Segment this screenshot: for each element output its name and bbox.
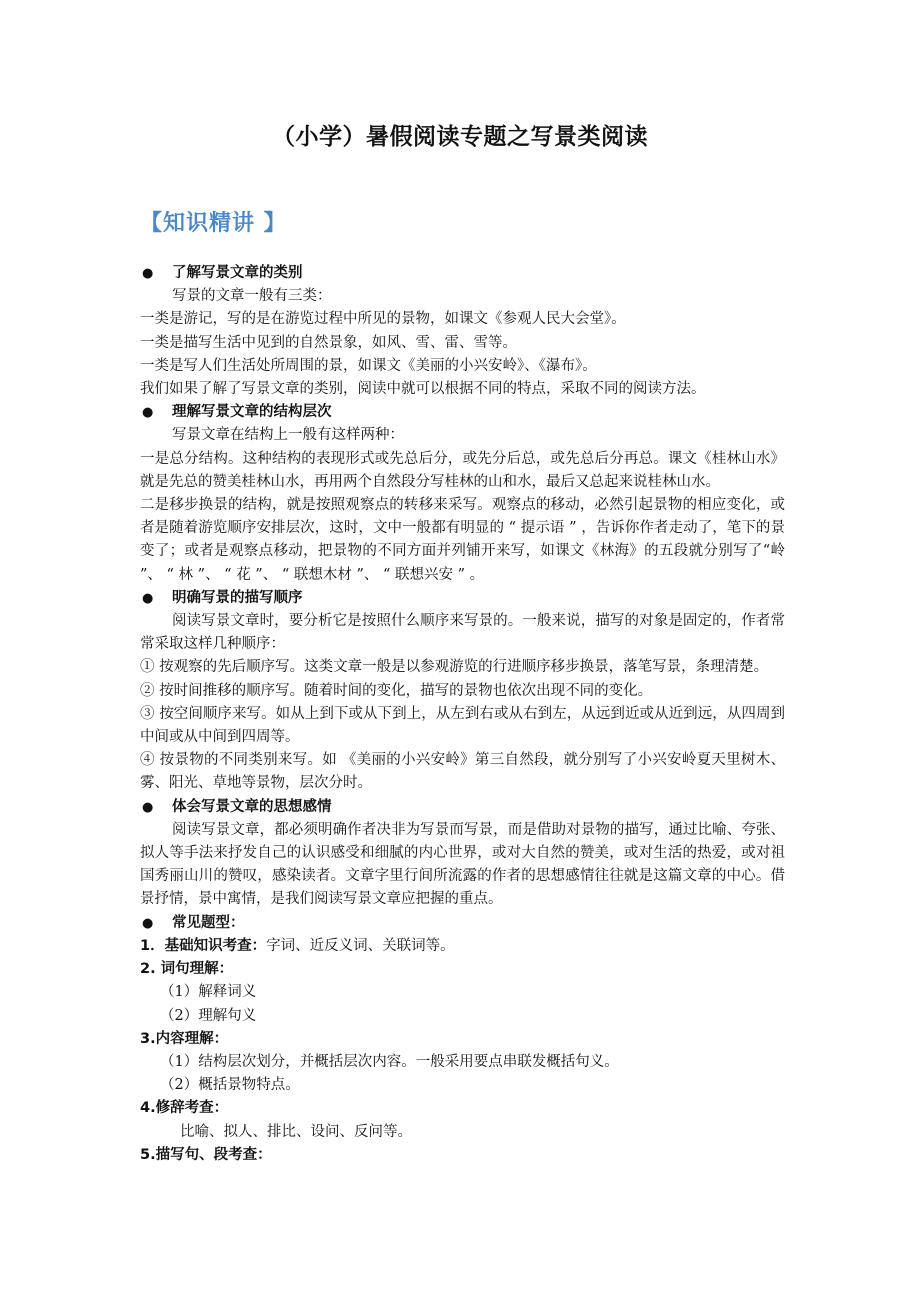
section-1-line: 我们如果了解了写景文章的类别，阅读中就可以根据不同的特点，采取不同的阅读方法。 bbox=[140, 381, 706, 398]
question-type-2-item: （1）解释词义 bbox=[160, 984, 257, 1001]
bullet-icon: ● bbox=[142, 590, 154, 606]
section-3-heading bbox=[140, 587, 785, 610]
section-1-line: 一类是描写生活中见到的自然景象，如风、雪、雷、雪等。 bbox=[140, 334, 517, 351]
section-4-title: 体会写景文章的思想感情 bbox=[172, 798, 332, 815]
question-type-5-label: 5.描写句、段考查： bbox=[140, 1146, 272, 1163]
question-type-2-item: （2）理解句义 bbox=[160, 1007, 257, 1024]
question-type-1 bbox=[140, 935, 785, 958]
order-item: ① 按观察的先后顺序写。这类文章一般是以参观游览的行进顺序移步换景，落笔写景，条理清楚。 bbox=[140, 659, 769, 676]
document-title: （小学）暑假阅读专题之写景类阅读 bbox=[272, 124, 648, 150]
section-2-paragraph: 二是移步换景的结构，就是按照观察点的转移来采写。观察点的移动，必然引起景物的相应变化，或者是随着游览顺序安排层次，这时，文中一般都有明显的 “ 提示语 ” ，告诉你作者走动了，笔下的景变了；或者是观察点移动，把景物的不同方面并列铺开来写，如课文《林海》的五段就分别写了“岭 ”、 “ 林 ”、 “ 花 ”、 “ 联想木材 ”、 “ 联想兴安 ” 。 bbox=[140, 497, 785, 583]
section-5-heading bbox=[140, 912, 785, 935]
section-4-paragraph: 阅读写景文章，都必须明确作者决非为写景而写景，而是借助对景物的描写，通过比喻、夸张、拟人等手法来抒发自己的认识感受和细腻的内心世界，或对大自然的赞美，或对生活的热爱，或对祖国秀丽山川的赞叹，感染读者。文章字里行间所流露的作者的思想感情往往就是这篇文章的中心。借景抒情，景中寓情，是我们阅读写景文章应把握的重点。 bbox=[140, 821, 785, 908]
section-1-intro: 写景的文章一般有三类： bbox=[172, 288, 332, 305]
question-type-1-text: 字词、近反义词、关联词等。 bbox=[266, 937, 455, 954]
question-type-2-label: 2. 词句理解： bbox=[140, 961, 234, 978]
section-3-title: 明确写景的描写顺序 bbox=[172, 589, 303, 606]
bullet-icon: ● bbox=[142, 266, 154, 281]
question-type-3-item: （1）结构层次划分，并概括层次内容。一般采用要点串联发概括句义。 bbox=[160, 1053, 619, 1070]
section-2-intro: 写景文章在结构上一般有这样两种： bbox=[172, 427, 404, 444]
section-1-heading bbox=[140, 262, 785, 285]
bullet-icon: ● bbox=[142, 915, 154, 931]
question-type-4-label: 4.修辞考查： bbox=[140, 1100, 229, 1117]
question-type-3-item: （2）概括景物特点。 bbox=[160, 1077, 300, 1094]
section-1-title: 了解写景文章的类别 bbox=[172, 265, 303, 281]
section-1-line: 一类是写人们生活处所周围的景，如课文《美丽的小兴安岭》、《瀑布》。 bbox=[140, 357, 597, 374]
section-1-line: 一类是游记，写的是在游览过程中所见的景物，如课文《参观人民大会堂》。 bbox=[140, 311, 626, 328]
document-body bbox=[140, 262, 785, 1167]
order-item: ② 按时间推移的顺序写。随着时间的变化，描写的景物也依次出现不同的变化。 bbox=[140, 682, 653, 699]
question-type-1-label: 1．基础知识考查： bbox=[140, 937, 267, 954]
question-type-3-label: 3.内容理解： bbox=[140, 1030, 229, 1047]
section-heading: 【知识精讲 】 bbox=[140, 211, 287, 236]
question-type-4-text: 比喻、拟人、排比、设问、反问等。 bbox=[180, 1123, 412, 1140]
section-4-heading bbox=[140, 796, 785, 819]
bullet-icon: ● bbox=[142, 799, 154, 815]
section-2-heading bbox=[140, 401, 785, 424]
section-2-title: 理解写景文章的结构层次 bbox=[172, 404, 332, 421]
bullet-icon: ● bbox=[142, 405, 154, 421]
section-5-title: 常见题型： bbox=[172, 914, 245, 931]
section-2-paragraph: 一是总分结构。这种结构的表现形式或先总后分，或先分后总，或先总后分再总。课文《桂林山水》就是先总的赞美桂林山水，再用两个自然段分写桂林的山和水，最后又总起来说桂林山水。 bbox=[140, 450, 785, 490]
order-item: ③ 按空间顺序来写。如从上到下或从下到上，从左到右或从右到左，从远到近或从近到远，从四周到中间或从中间到四周等。 bbox=[140, 705, 785, 746]
section-3-intro: 阅读写景文章时，要分析它是按照什么顺序来写景的。一般来说，描写的对象是固定的，作者常常采取这样几种顺序： bbox=[140, 613, 785, 653]
order-item: ④ 按景物的不同类别来写。如 《美丽的小兴安岭》第三自然段，就分别写了小兴安岭夏天里树木、雾、阳光、草地等景物，层次分时。 bbox=[140, 752, 785, 792]
